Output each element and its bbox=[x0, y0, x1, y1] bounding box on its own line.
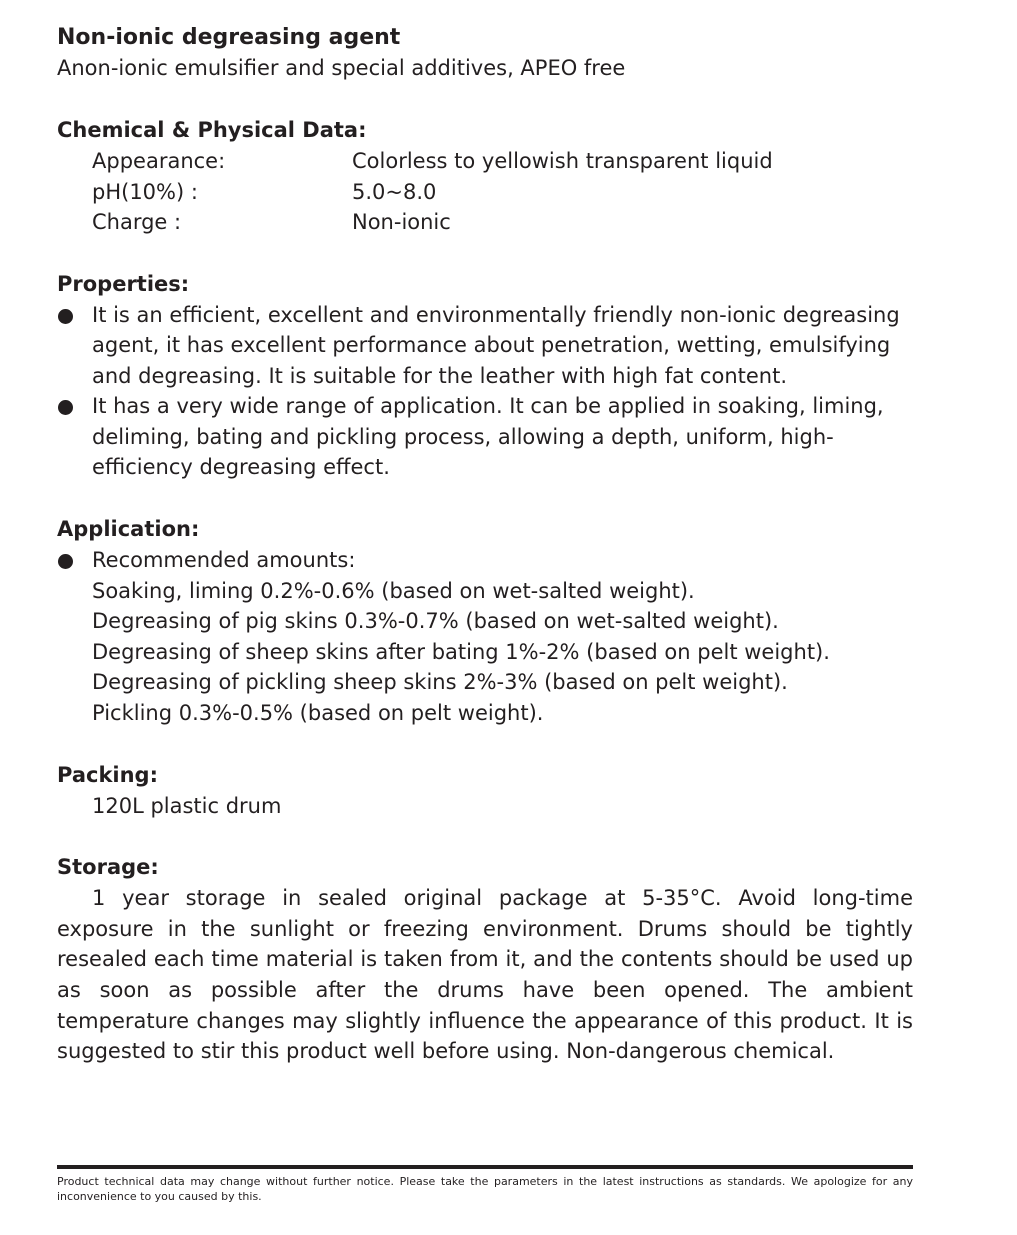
property-text: It has a very wide range of application. It can be applied in soaking, liming, deliming, bating and pickling process, allowing a depth, uniform, high-efficiency degreasing effect. bbox=[92, 394, 884, 480]
application-heading: Application: bbox=[57, 517, 200, 542]
spec-label: Charge : bbox=[92, 210, 182, 234]
property-item bbox=[57, 391, 913, 483]
spec-row-appearance bbox=[57, 146, 913, 177]
application-bullet bbox=[57, 545, 913, 576]
spec-value: 5.0~8.0 bbox=[352, 179, 437, 204]
property-item bbox=[57, 300, 913, 392]
application-line: Pickling 0.3%-0.5% (based on pelt weight). bbox=[92, 701, 544, 726]
application-line: Degreasing of pickling sheep skins 2%-3% (based on pelt weight). bbox=[92, 670, 788, 695]
application-line: Degreasing of sheep skins after bating 1%-2% (based on pelt weight). bbox=[92, 639, 830, 664]
bullet-icon bbox=[58, 400, 73, 415]
property-text: It is an efficient, excellent and environmentally friendly non-ionic degreasing agent, it has excellent performance about penetration, wetting, emulsifying and degreasing. It is suitable for the leather with high fat content. bbox=[92, 302, 900, 388]
storage-heading: Storage: bbox=[57, 855, 159, 880]
packing-section bbox=[57, 760, 913, 822]
document-body bbox=[57, 22, 913, 1067]
spec-value: Non-ionic bbox=[352, 210, 451, 234]
footer-note: Product technical data may change without further notice. Please take the parameters in the latest instructions as standards. We apologize for any inconvenience to you caused by this. bbox=[57, 1175, 913, 1203]
page-subtitle: Anon-ionic emulsifier and special additives, APEO free bbox=[57, 56, 626, 80]
spec-label: Appearance: bbox=[92, 149, 226, 173]
application-line: Soaking, liming 0.2%-0.6% (based on wet-salted weight). bbox=[92, 578, 695, 603]
storage-text: 1 year storage in sealed original package at 5-35°C. Avoid long-time exposure in the sunlight or freezing environment. Drums should be tightly resealed each time material is taken from it, and the contents should be used up as soon as possible after the drums have been opened. The ambient temperature changes may slightly influence the appearance of this product. It is suggested to stir this product well before using. Non-dangerous chemical. bbox=[57, 886, 913, 1064]
bullet-icon bbox=[58, 554, 73, 569]
application-bullet-text: Recommended amounts: bbox=[92, 548, 356, 573]
properties-section bbox=[57, 269, 913, 484]
spec-label: pH(10%) : bbox=[92, 179, 198, 204]
storage-section bbox=[57, 852, 913, 1067]
packing-text: 120L plastic drum bbox=[92, 793, 282, 818]
spec-row-ph bbox=[57, 177, 913, 208]
application-line: Degreasing of pig skins 0.3%-0.7% (based on wet-salted weight). bbox=[92, 609, 779, 634]
chemical-data-heading: Chemical & Physical Data: bbox=[57, 118, 367, 142]
footer-divider bbox=[57, 1165, 913, 1169]
chemical-data-section bbox=[57, 115, 913, 238]
packing-heading: Packing: bbox=[57, 762, 158, 787]
application-section bbox=[57, 514, 913, 729]
spec-row-charge bbox=[57, 207, 913, 238]
bullet-icon bbox=[58, 309, 73, 324]
spec-value: Colorless to yellowish transparent liquid bbox=[352, 149, 773, 173]
properties-heading: Properties: bbox=[57, 271, 190, 296]
page-title: Non-ionic degreasing agent bbox=[57, 25, 401, 50]
